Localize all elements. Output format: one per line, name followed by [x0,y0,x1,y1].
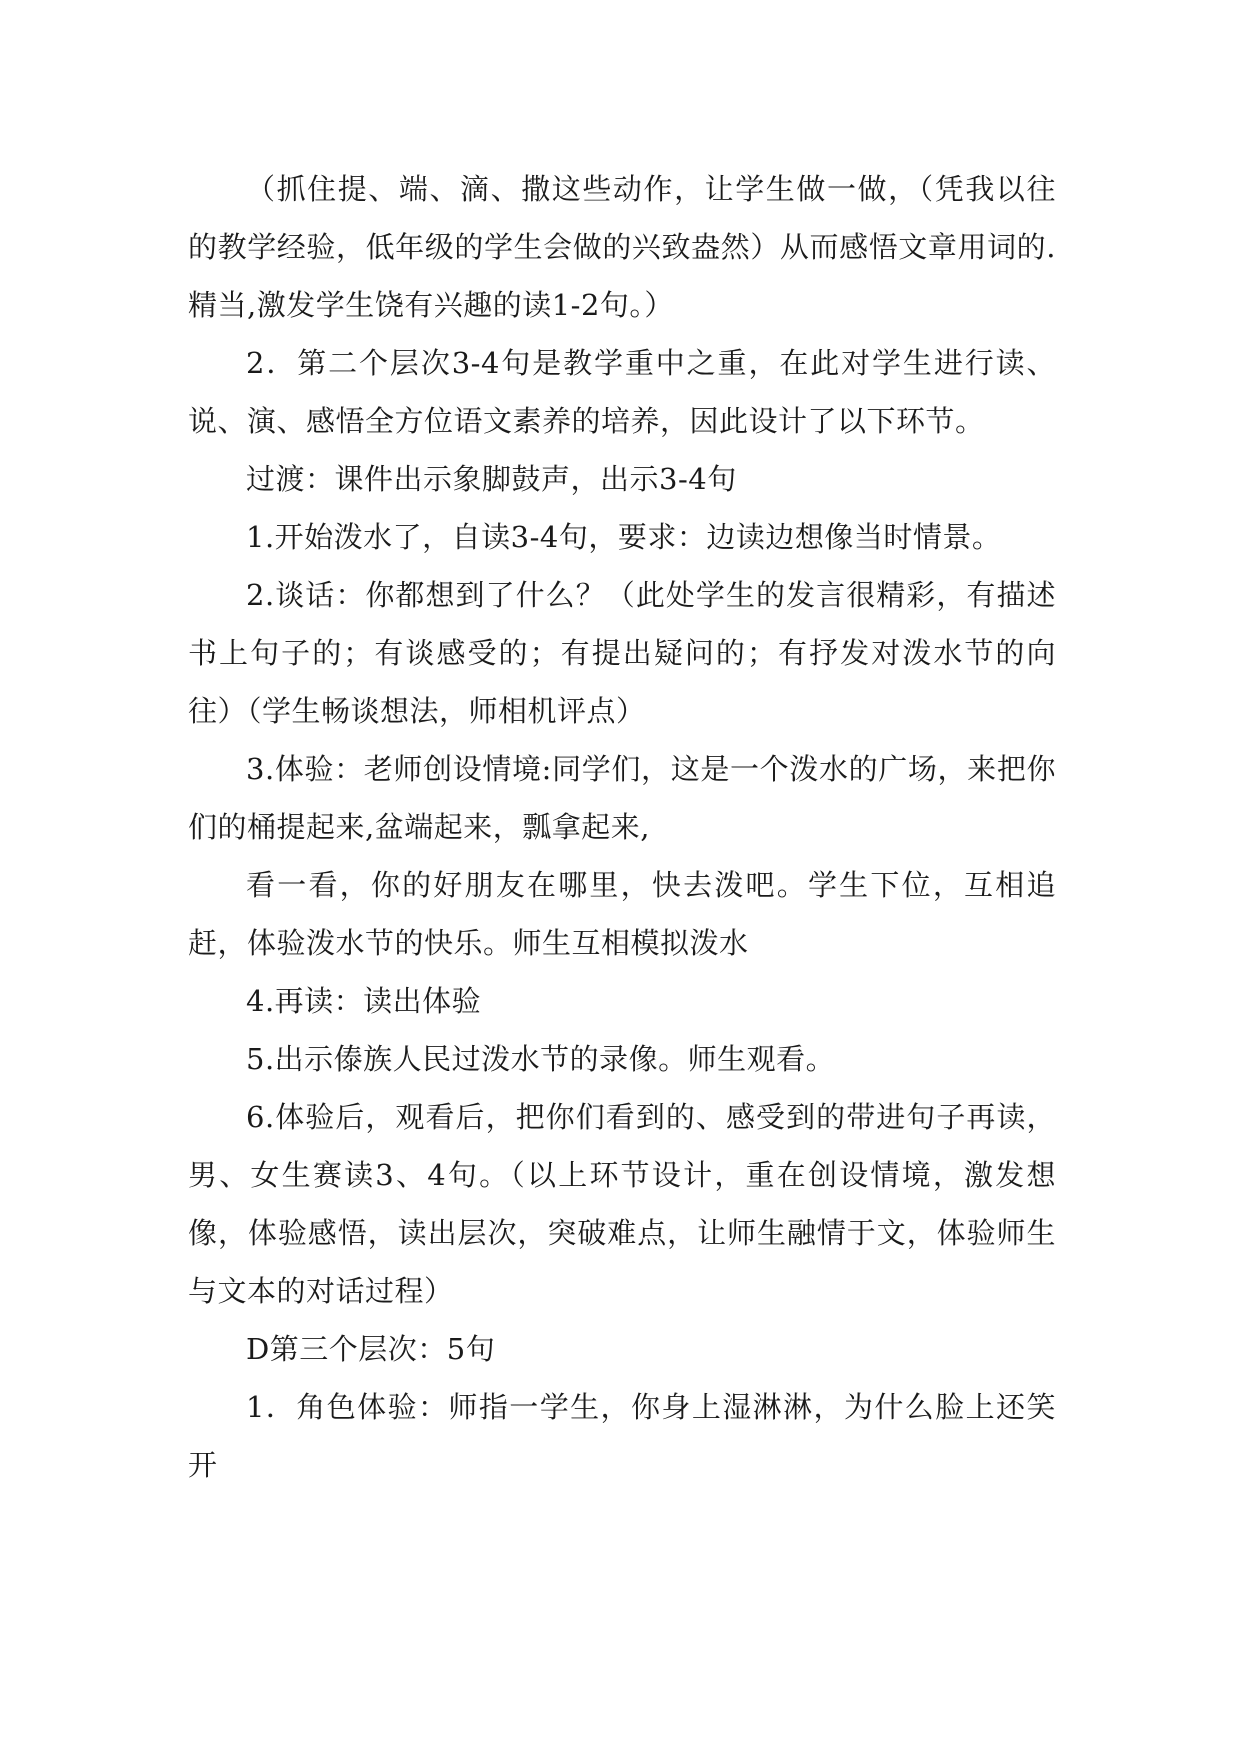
paragraph-9: 5.出示傣族人民过泼水节的录像。师生观看。 [246,1042,836,1076]
paragraph-11: D第三个层次：5句 [246,1332,496,1366]
paragraph-2: 2．第二个层次3-4句是教学重中之重，在此对学生进行读、说、演、感悟全方位语文素养的培养，因此设计了以下环节。 [188,346,1056,438]
paragraph-1: （抓住提、端、滴、撒这些动作，让学生做一做，（凭我以往的教学经验，低年级的学生会做的兴致盎然）从而感悟文章用词的.精当,激发学生饶有兴趣的读1-2句。） [188,172,1056,322]
paragraph-6: 3.体验：老师创设情境:同学们，这是一个泼水的广场，来把你们的桶提起来,盆端起来，瓢拿起来, [188,752,1056,844]
paragraph-4: 1.开始泼水了，自读3-4句，要求：边读边想像当时情景。 [246,520,1002,554]
paragraph-12: 1．角色体验：师指一学生，你身上湿淋淋，为什么脸上还笑开 [188,1390,1056,1482]
paragraph-8: 4.再读：读出体验 [246,984,482,1018]
paragraph-3: 过渡：课件出示象脚鼓声，出示3-4句 [246,462,737,496]
paragraph-5: 2.谈话：你都想到了什么？（此处学生的发言很精彩，有描述书上句子的；有谈感受的；有提出疑问的；有抒发对泼水节的向往）（学生畅谈想法，师相机评点） [188,578,1056,728]
paragraph-7: 看一看，你的好朋友在哪里，快去泼吧。学生下位，互相追赶，体验泼水节的快乐。师生互相模拟泼水 [188,868,1056,960]
paragraph-10: 6.体验后，观看后，把你们看到的、感受到的带进句子再读，男、女生赛读3、4句。（以上环节设计，重在创设情境，激发想像，体验感悟，读出层次，突破难点，让师生融情于文，体验师生与文本的对话过程） [188,1100,1056,1308]
document-body [188,160,1056,1494]
